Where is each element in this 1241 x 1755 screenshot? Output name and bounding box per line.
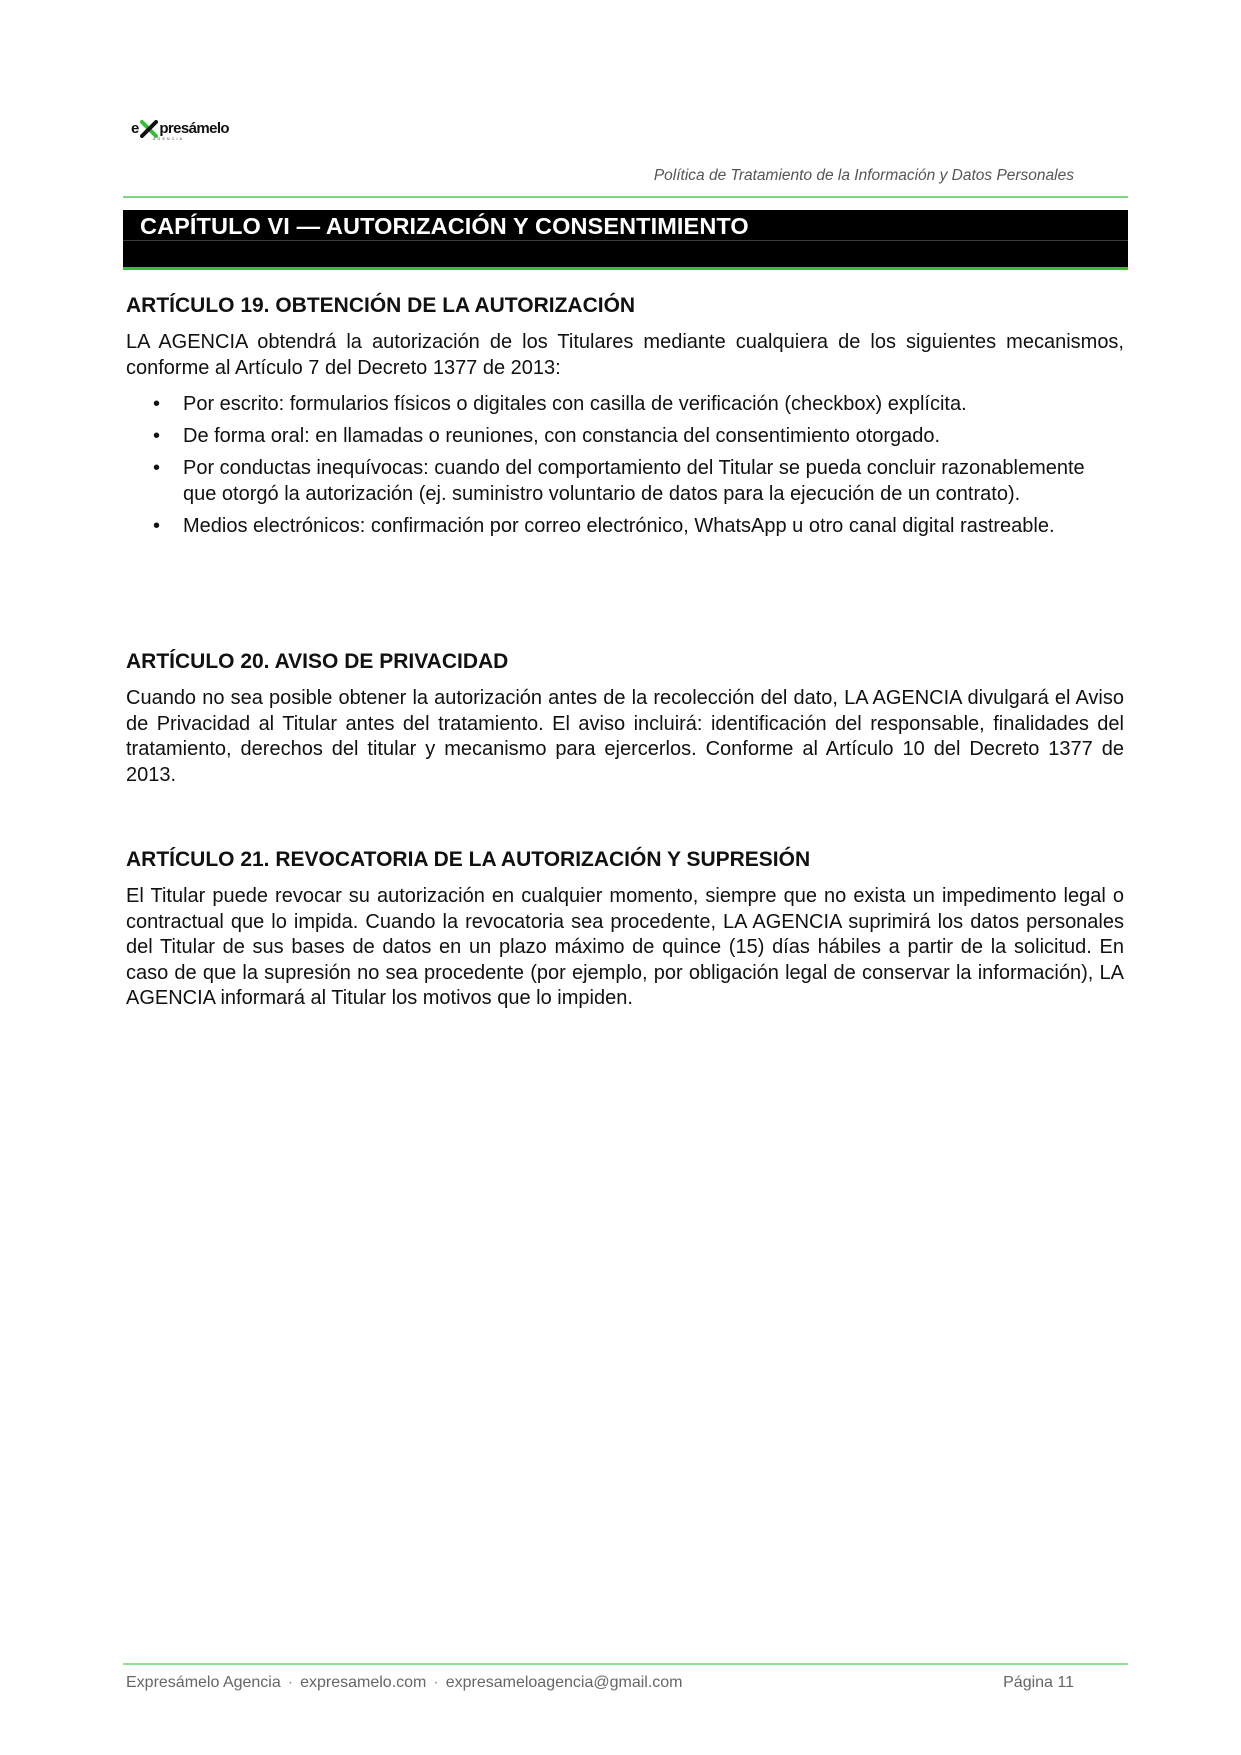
article-20-body: Cuando no sea posible obtener la autorización antes de la recolección del dato, LA AGENCIA divulgará el Aviso de Privacidad al Titular antes del tratamiento. El aviso incluirá: identificación del responsable, finalidades del tratamiento, derechos del titular y mecanismo para ejercerlos. Conforme al Artículo 10 del Decreto 1377 de 2013. (126, 687, 1124, 786)
list-item-text: De forma oral: en llamadas o reuniones, con constancia del consentimiento otorgado. (183, 425, 941, 447)
logo-wordmark: presámelo (159, 120, 229, 137)
list-item (126, 424, 1116, 450)
chapter-title: CAPÍTULO VI — AUTORIZACIÓN Y CONSENTIMIENTO (140, 213, 749, 239)
bullet-icon: • (153, 514, 161, 537)
list-item-text: Por escrito: formularios físicos o digitales con casilla de verificación (checkbox) explícita. (183, 393, 967, 415)
list-item (126, 514, 1116, 540)
chapter-banner-divider (123, 240, 1128, 241)
article-21-body: El Titular puede revocar su autorización en cualquier momento, siempre que no exista un impedimento legal o contractual que lo impida. Cuando la revocatoria sea procedente, LA AGENCIA suprimirá los datos personales del Titular de sus bases de datos en un plazo máximo de quince (15) días hábiles a partir de la solicitud. En caso de que la supresión no sea procedente (por ejemplo, por obligación legal de conservar la información), LA AGENCIA informará al Titular los motivos que lo impiden. (126, 885, 1124, 1009)
footer-email-link[interactable]: expresameloagencia@gmail.com (445, 1674, 683, 1691)
bullet-icon: • (153, 425, 161, 447)
chapter-accent-rule (123, 267, 1128, 270)
article-20-heading: ARTÍCULO 20. AVISO DE PRIVACIDAD (126, 650, 509, 673)
bullet-icon: • (153, 457, 161, 479)
list-item-text: Medios electrónicos: confirmación por correo electrónico, WhatsApp u otro canal digital rastreable. (183, 514, 1055, 537)
footer-company: Expresámelo Agencia (126, 1674, 281, 1691)
list-item-text: Por conductas inequívocas: cuando del comportamiento del Titular se pueda concluir razonablemente que otorgó la autorización (ej. suministro voluntario de datos para la ejecución de un contrato). (183, 457, 1085, 505)
article-21-heading: ARTÍCULO 21. REVOCATORIA DE LA AUTORIZACIÓN Y SUPRESIÓN (126, 848, 811, 871)
footer-divider (123, 1663, 1128, 1665)
logo-tagline: AGENCIA (153, 137, 185, 141)
header-divider (123, 196, 1128, 198)
footer-contact (126, 1674, 683, 1692)
document-header-title: Política de Tratamiento de la Información y Datos Personales (653, 167, 1074, 184)
company-logo (131, 118, 229, 141)
article-19-mechanisms-list (126, 392, 1116, 546)
bullet-icon: • (153, 393, 161, 415)
article-19-intro: LA AGENCIA obtendrá la autorización de los Titulares mediante cualquiera de los siguientes mecanismos, conforme al Artículo 7 del Decreto 1377 de 2013: (126, 331, 1124, 379)
chapter-banner (123, 210, 1128, 267)
article-19-heading: ARTÍCULO 19. OBTENCIÓN DE LA AUTORIZACIÓN (126, 294, 636, 317)
page-number: Página 11 (1003, 1674, 1074, 1691)
footer-separator: · (287, 1674, 294, 1691)
footer-separator: · (433, 1674, 439, 1691)
footer-website-link[interactable]: expresamelo.com (300, 1674, 427, 1691)
list-item (126, 456, 1116, 507)
logo-x-icon (140, 120, 158, 138)
logo-prefix: e (131, 120, 140, 137)
list-item (126, 392, 1116, 418)
